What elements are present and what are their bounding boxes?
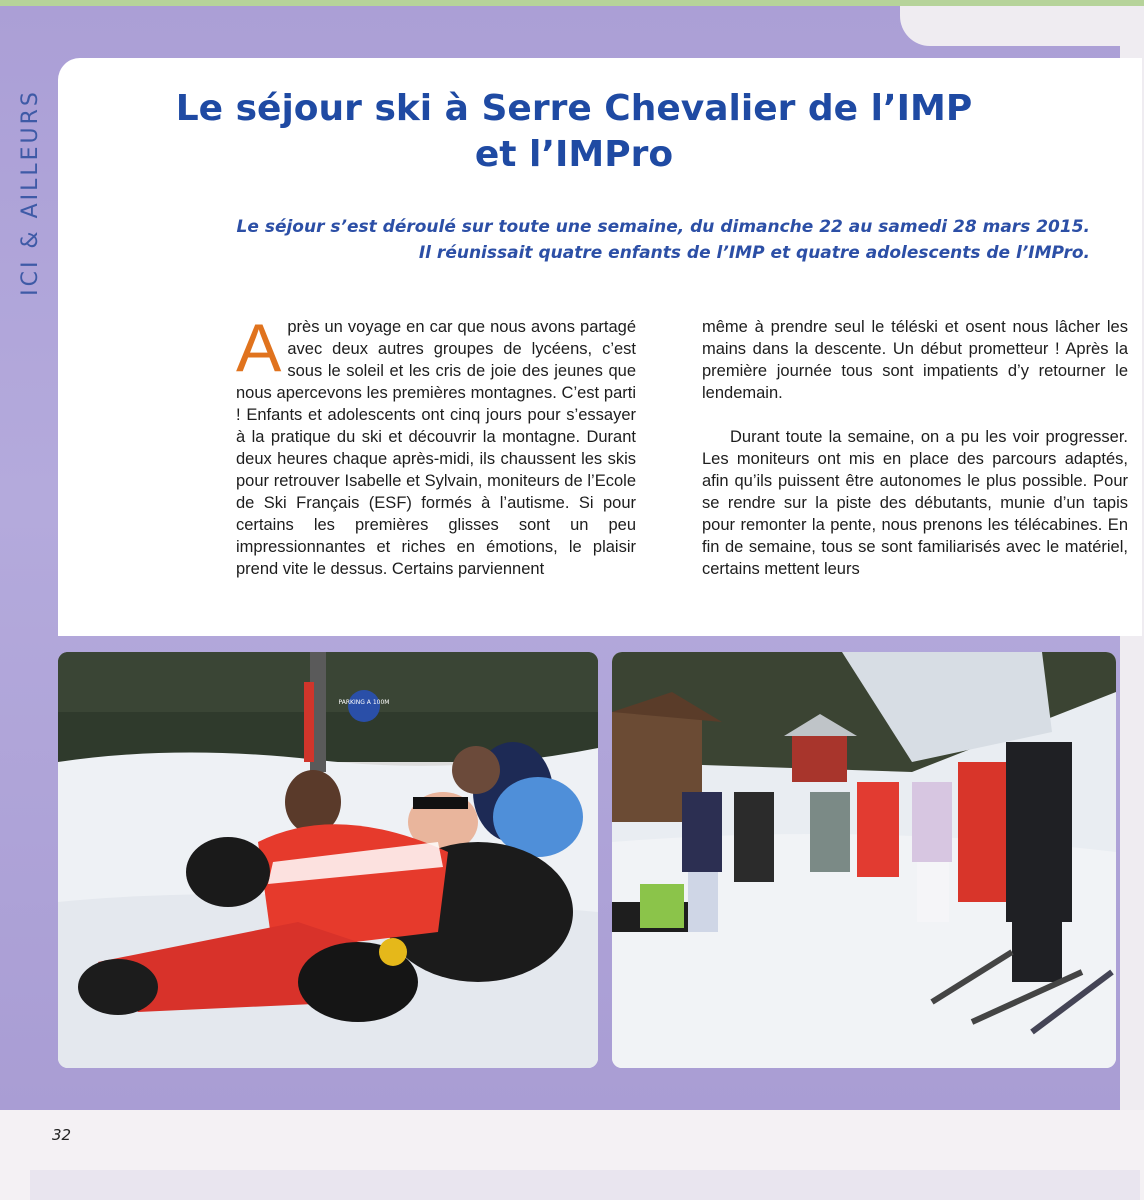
title-line-1: Le séjour ski à Serre Chevalier de l’IMP [175, 88, 973, 129]
photo-sledding-image [58, 652, 598, 1068]
frame-corner [900, 6, 1144, 46]
paragraph-intro-text: près un voyage en car que nous avons partagé avec deux autres groupes de lycéens, c’est sous le soleil et les cris de joie des jeunes que nous apercevons les premières montagnes. C’est parti ! Enfants et adolescents ont cinq jours pour s’essayer à la pratique du ski et découvrir la montagne. Durant deux heures chaque après-midi, ils chaussent les skis pour retrouver Isabelle et Sylvain, moniteurs de l’Ecole de Ski Français (ESF) formés à l’autisme. Si pour certains les premières glisses sont un peu impressionnantes et riches en émotions, le plaisir prend vite le dessus. Certains parviennent [236, 318, 636, 578]
subtitle-line-2: Il réunissait quatre enfants de l’IMP et quatre adolescents de l’IMPro. [418, 243, 1090, 263]
title-line-2: et l’IMPro [474, 134, 674, 175]
paragraph-continued: même à prendre seul le téléski et osent nous lâcher les mains dans la descente. Un début prometteur ! Après la première journée tous sont impatients d’y retourner le lendemain. [702, 318, 1128, 402]
page-number: 32 [52, 1126, 72, 1144]
photo-ski-group [612, 652, 1116, 1068]
article-column-right [702, 316, 1128, 580]
section-label [10, 62, 50, 322]
parking-sign-text: PARKING A 100M [338, 699, 390, 706]
article-subtitle [180, 214, 1090, 266]
paragraph-intro [236, 310, 636, 580]
drop-cap: A [236, 310, 282, 386]
paragraph-progress: Durant toute la semaine, on a pu les voir progresser. Les moniteurs ont mis en place des parcours adaptés, afin qu’ils puissent être autonomes le plus possible. Pour se rendre sur la piste des débutants, munie d’un tapis pour remonter la pente, nous prenons les télécabines. En fin de semaine, tous se sont familiarisés avec le matériel, certains mettent leurs [702, 428, 1128, 578]
article-title [60, 86, 1088, 178]
section-label-text: ICI & AILLEURS [17, 88, 43, 296]
subtitle-line-1: Le séjour s’est déroulé sur toute une semaine, du dimanche 22 au samedi 28 mars 2015. [236, 217, 1090, 237]
bottom-band [30, 1170, 1140, 1200]
photo-ski-group-image [612, 652, 1116, 1068]
article-column-left [236, 310, 636, 580]
photo-sledding [58, 652, 598, 1068]
